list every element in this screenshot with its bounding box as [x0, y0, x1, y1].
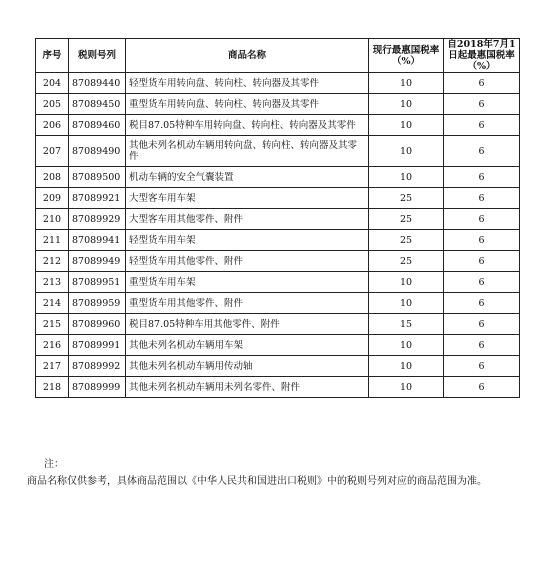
row-current-rate: 15: [369, 314, 444, 335]
row-new-rate: 6: [444, 335, 520, 356]
row-number: 209: [36, 188, 69, 209]
row-new-rate: 6: [444, 167, 520, 188]
row-current-rate: 10: [369, 356, 444, 377]
row-current-rate: 10: [369, 293, 444, 314]
row-number: 207: [36, 136, 69, 167]
row-tariff-code: 87089949: [69, 251, 126, 272]
row-commodity-name: 其他未列名机动车辆用未列名零件、附件: [126, 377, 369, 398]
tariff-table: [35, 38, 520, 398]
row-tariff-code: 87089951: [69, 272, 126, 293]
row-new-rate: 6: [444, 272, 520, 293]
row-current-rate: 10: [369, 94, 444, 115]
table-row: [36, 115, 520, 136]
table-row: [36, 94, 520, 115]
table-row: [36, 335, 520, 356]
row-tariff-code: 87089992: [69, 356, 126, 377]
row-current-rate: 10: [369, 167, 444, 188]
row-current-rate: 25: [369, 209, 444, 230]
table-row: [36, 167, 520, 188]
row-commodity-name: 重型货车用转向盘、转向柱、转向器及其零件: [126, 94, 369, 115]
row-commodity-name: 轻型货车用其他零件、附件: [126, 251, 369, 272]
table-row: [36, 73, 520, 94]
row-commodity-name: 其他未列名机动车辆用车架: [126, 335, 369, 356]
row-number: 206: [36, 115, 69, 136]
row-new-rate: 6: [444, 94, 520, 115]
row-tariff-code: 87089991: [69, 335, 126, 356]
row-current-rate: 10: [369, 115, 444, 136]
header-seq: 序号: [36, 39, 69, 73]
row-current-rate: 25: [369, 188, 444, 209]
row-number: 218: [36, 377, 69, 398]
row-commodity-name: 其他未列名机动车辆用转向盘、转向柱、转向器及其零件: [126, 136, 369, 167]
table-row: [36, 251, 520, 272]
row-new-rate: 6: [444, 188, 520, 209]
row-commodity-name: 重型货车用车架: [126, 272, 369, 293]
table-row: [36, 293, 520, 314]
row-tariff-code: 87089960: [69, 314, 126, 335]
row-number: 211: [36, 230, 69, 251]
header-current-rate: 现行最惠国税率（%）: [369, 39, 444, 73]
table-row: [36, 188, 520, 209]
row-current-rate: 25: [369, 230, 444, 251]
row-commodity-name: 其他未列名机动车辆用传动轴: [126, 356, 369, 377]
row-number: 210: [36, 209, 69, 230]
row-tariff-code: 87089490: [69, 136, 126, 167]
row-current-rate: 10: [369, 73, 444, 94]
row-tariff-code: 87089959: [69, 293, 126, 314]
row-number: 216: [36, 335, 69, 356]
row-commodity-name: 轻型货车用车架: [126, 230, 369, 251]
row-new-rate: 6: [444, 293, 520, 314]
row-commodity-name: 大型客车用其他零件、附件: [126, 209, 369, 230]
row-new-rate: 6: [444, 251, 520, 272]
row-current-rate: 10: [369, 335, 444, 356]
row-new-rate: 6: [444, 136, 520, 167]
row-number: 213: [36, 272, 69, 293]
table-header-row: [36, 39, 520, 73]
table-row: [36, 314, 520, 335]
row-new-rate: 6: [444, 314, 520, 335]
row-number: 208: [36, 167, 69, 188]
row-new-rate: 6: [444, 230, 520, 251]
table-row: [36, 209, 520, 230]
table-row: [36, 136, 520, 167]
header-name: 商品名称: [126, 39, 369, 73]
row-current-rate: 10: [369, 136, 444, 167]
row-commodity-name: 大型客车用车架: [126, 188, 369, 209]
header-code: 税则号列: [69, 39, 126, 73]
table-row: [36, 272, 520, 293]
row-number: 212: [36, 251, 69, 272]
table-row: [36, 230, 520, 251]
row-current-rate: 25: [369, 251, 444, 272]
row-new-rate: 6: [444, 209, 520, 230]
row-current-rate: 10: [369, 377, 444, 398]
row-commodity-name: 税目87.05特种车用其他零件、附件: [126, 314, 369, 335]
row-commodity-name: 重型货车用其他零件、附件: [126, 293, 369, 314]
row-new-rate: 6: [444, 73, 520, 94]
row-number: 214: [36, 293, 69, 314]
row-tariff-code: 87089921: [69, 188, 126, 209]
note-label: 注：: [44, 459, 64, 470]
table-row: [36, 377, 520, 398]
row-tariff-code: 87089460: [69, 115, 126, 136]
row-tariff-code: 87089999: [69, 377, 126, 398]
row-commodity-name: 税目87.05特种车用转向盘、转向柱、转向器及其零件: [126, 115, 369, 136]
row-tariff-code: 87089941: [69, 230, 126, 251]
header-new-rate: 自2018年7月1日起最惠国税率（%）: [444, 39, 520, 73]
row-new-rate: 6: [444, 356, 520, 377]
row-tariff-code: 87089440: [69, 73, 126, 94]
row-commodity-name: 机动车辆的安全气囊装置: [126, 167, 369, 188]
table-body: [36, 73, 520, 398]
table-row: [36, 356, 520, 377]
row-tariff-code: 87089929: [69, 209, 126, 230]
row-tariff-code: 87089500: [69, 167, 126, 188]
row-commodity-name: 轻型货车用转向盘、转向柱、转向器及其零件: [126, 73, 369, 94]
row-number: 204: [36, 73, 69, 94]
row-number: 215: [36, 314, 69, 335]
row-tariff-code: 87089450: [69, 94, 126, 115]
row-number: 205: [36, 94, 69, 115]
row-new-rate: 6: [444, 377, 520, 398]
row-new-rate: 6: [444, 115, 520, 136]
note-text: 商品名称仅供参考，具体商品范围以《中华人民共和国进出口税则》中的税则号列对应的商品范围为准。: [27, 476, 487, 487]
row-current-rate: 10: [369, 272, 444, 293]
row-number: 217: [36, 356, 69, 377]
